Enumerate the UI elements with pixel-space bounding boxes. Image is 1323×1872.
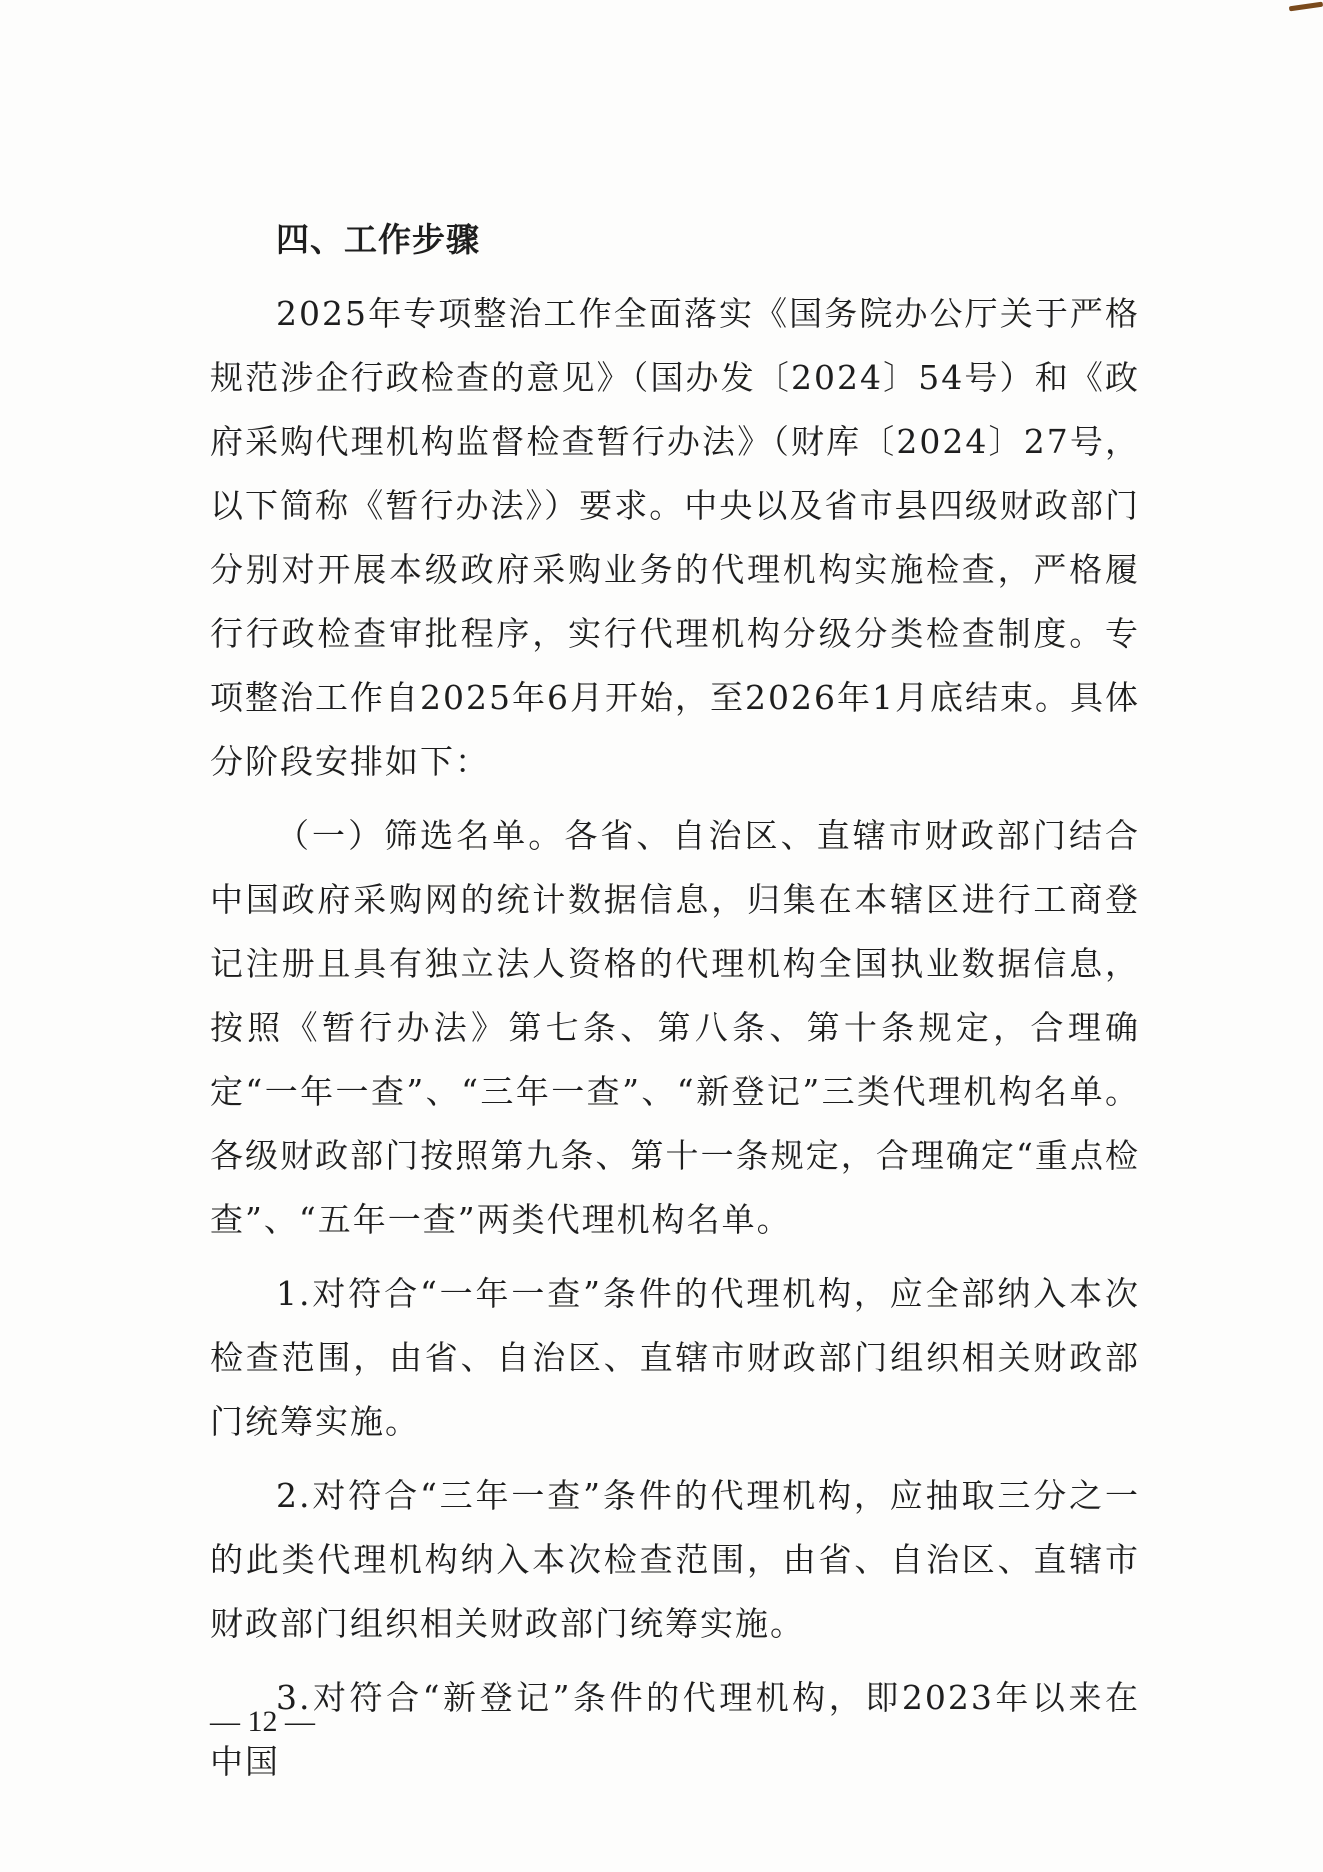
paragraph-intro: 2025年专项整治工作全面落实《国务院办公厅关于严格规范涉企行政检查的意见》（国办发〔2024〕54号）和《政府采购代理机构监督检查暂行办法》（财库〔2024〕27号，以下简称《暂行办法》）要求。中央以及省市县四级财政部门分别对开展本级政府采购业务的代理机构实施检查，严格履行行政检查审批程序，实行代理机构分级分类检查制度。专项整治工作自2025年6月开始，至2026年1月底结束。具体分阶段安排如下： — [210, 294, 1140, 781]
paragraph-item-2: 2.对符合“三年一查”条件的代理机构，应抽取三分之一的此类代理机构纳入本次检查范围，由省、自治区、直辖市财政部门组织相关财政部门统筹实施。 — [210, 1476, 1140, 1643]
paragraph-item-1: 1.对符合“一年一查”条件的代理机构，应全部纳入本次检查范围，由省、自治区、直辖市财政部门组织相关财政部门统筹实施。 — [210, 1274, 1140, 1441]
paragraph-item-3: 3.对符合“新登记”条件的代理机构，即2023年以来在中国 — [210, 1678, 1140, 1781]
corner-mark — [1289, 2, 1323, 12]
section-heading: 四、工作步骤 — [276, 220, 480, 259]
body-text — [210, 208, 1140, 1794]
paragraph-screening: （一）筛选名单。各省、自治区、直辖市财政部门结合中国政府采购网的统计数据信息，归集在本辖区进行工商登记注册且具有独立法人资格的代理机构全国执业数据信息，按照《暂行办法》第七条、第八条、第十条规定，合理确定“一年一查”、“三年一查”、“新登记”三类代理机构名单。各级财政部门按照第九条、第十一条规定，合理确定“重点检查”、“五年一查”两类代理机构名单。 — [210, 816, 1140, 1239]
page-number: — 12 — — [210, 1705, 315, 1738]
